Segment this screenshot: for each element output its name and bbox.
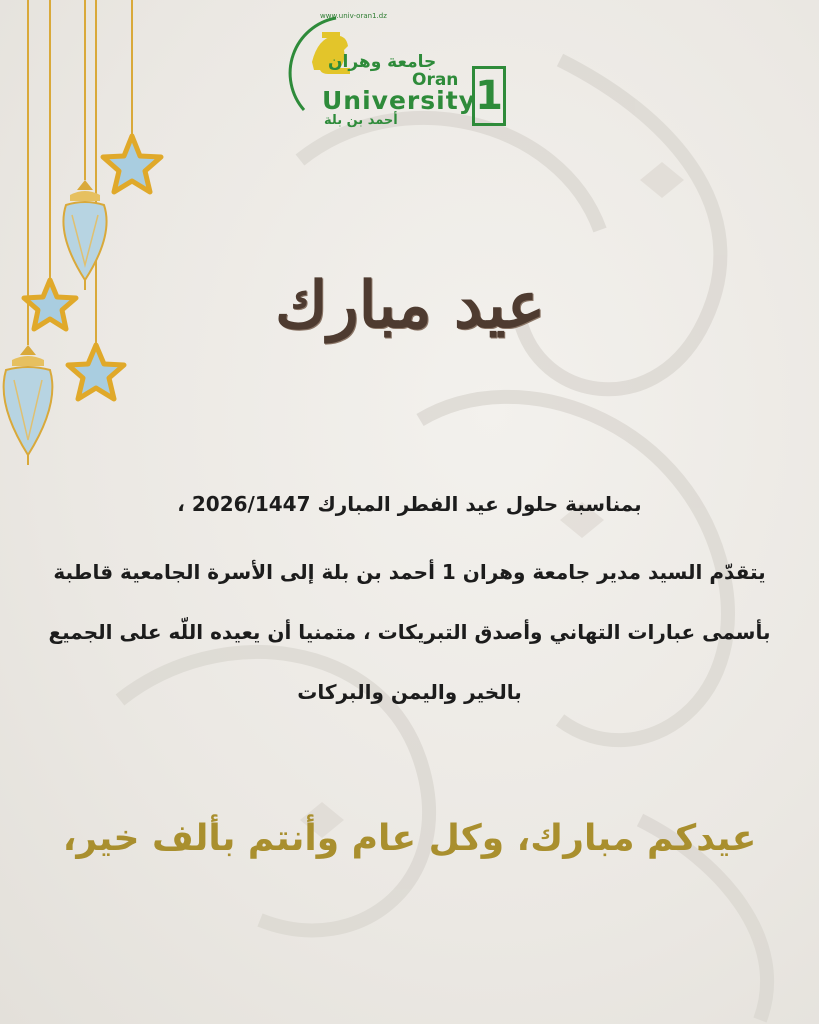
- lantern-icon: [4, 345, 53, 465]
- message-line-2: يتقدّم السيد مدير جامعة وهران 1 أحمد بن بلة إلى الأسرة الجامعية قاطبة: [53, 560, 766, 584]
- star-icon: [24, 280, 76, 329]
- message-line-3: بأسمى عبارات التهاني وأصدق التبريكات ، متمنيا أن يعيده اللّه على الجميع: [48, 620, 771, 644]
- logo-person-name: أحمد بن بلة: [324, 113, 398, 128]
- logo-oran: Oran: [412, 70, 459, 90]
- university-logo: [276, 10, 516, 130]
- logo-number: 1: [472, 66, 506, 126]
- logo-university: University: [322, 86, 476, 115]
- star-icon: [103, 136, 161, 192]
- message-line-4: بالخير واليمن والبركات: [297, 680, 522, 704]
- closing-wish: عيدكم مبارك، وكل عام وأنتم بألف خير،: [62, 818, 757, 859]
- lantern-icon: [63, 180, 106, 290]
- eid-mubarak-calligraphy: عيد مبارك: [274, 268, 546, 343]
- star-icon: [68, 345, 124, 399]
- hanging-decorations: [0, 0, 180, 470]
- message-line-1: بمناسبة حلول عيد الفطر المبارك 2026/1447 ،: [177, 492, 642, 516]
- logo-name-arabic: جامعة وهران: [328, 52, 437, 72]
- logo-url: www.univ-oran1.dz: [320, 12, 387, 20]
